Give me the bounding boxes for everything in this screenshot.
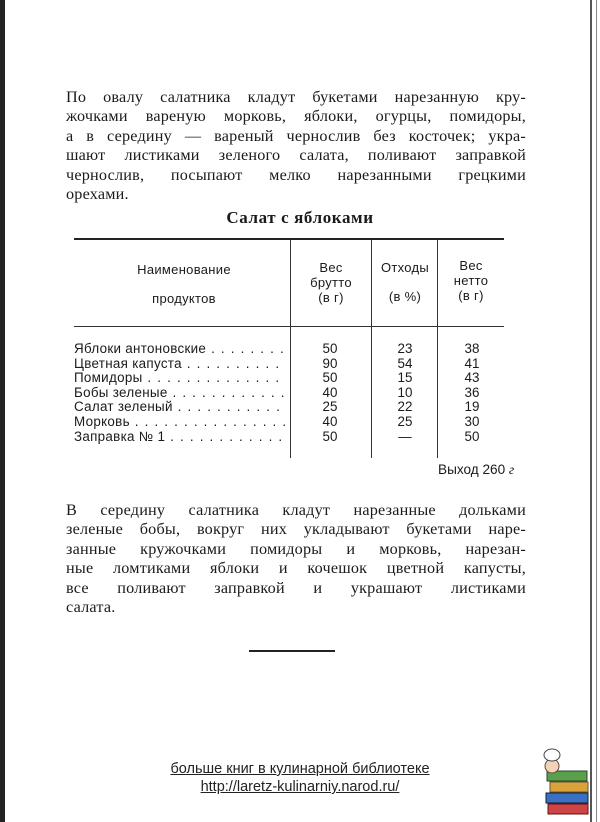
product-name: Бобы зеленые . . . [74, 386, 286, 401]
waste-percent: 23 [397, 341, 413, 356]
gross-weight: 90 [322, 355, 338, 371]
waste-percent: — [398, 428, 412, 444]
net-weight: 43 [464, 370, 480, 386]
net-weight: 36 [464, 384, 480, 400]
text-line: жочками вареную морковь, яблоки, огурцы, помидоры, [66, 107, 526, 126]
net-weight: 30 [464, 413, 480, 429]
header-name [94, 262, 274, 306]
net-weight: 41 [464, 355, 480, 371]
header-waste [372, 260, 438, 304]
gross-weight: 50 [322, 341, 338, 356]
intro-paragraph [66, 88, 526, 204]
waste-percent: 54 [397, 355, 413, 371]
table-row [74, 371, 504, 386]
yield-label: Выход 260 [438, 462, 506, 477]
header-text: брутто [310, 275, 352, 290]
product-name: Салат зеленый . . . [74, 400, 286, 415]
net-weight: 38 [464, 341, 480, 356]
text-line: По овалу салатника кладут букетами нарезанную кру- [66, 88, 526, 106]
page-edge [596, 0, 597, 822]
product-name: Яблоки антоновские . . . [74, 342, 286, 357]
net-weight: 19 [464, 399, 480, 415]
waste-percent: 10 [397, 384, 413, 400]
table-row [74, 415, 504, 430]
recipe-title: Салат с яблоками [226, 208, 374, 227]
text-line: В середину салатника кладут нарезанные дольками [66, 501, 526, 519]
header-text: Отходы [380, 260, 430, 275]
header-text: Вес [459, 258, 483, 273]
waste-percent: 15 [397, 370, 413, 386]
gross-weight: 40 [322, 413, 338, 429]
product-name: Морковь . . . [74, 415, 286, 430]
text-line: занные кружочками помидоры и морковь, нарезан- [66, 539, 526, 558]
table-row [74, 400, 504, 415]
ingredients-table [74, 238, 504, 462]
header-text: продуктов [152, 291, 216, 306]
table-row [74, 430, 504, 445]
table-top-rule [74, 238, 504, 240]
library-link-text[interactable]: больше книг в кулинарной библиотеке [170, 761, 430, 777]
header-text: Вес [319, 260, 343, 275]
table-row [74, 386, 504, 401]
yield-total [438, 462, 514, 478]
header-text: нетто [453, 273, 489, 288]
text-line: орехами. [66, 185, 129, 204]
chef-with-books-icon [538, 746, 590, 816]
table-header-rule [74, 326, 504, 327]
text-line: все поливают заправкой и украшают листиками [66, 578, 526, 597]
waste-percent: 22 [397, 399, 413, 415]
header-net [438, 258, 504, 303]
waste-percent: 25 [397, 413, 413, 429]
product-name: Цветная капуста . . . [74, 357, 286, 372]
text-line: зеленые бобы, вокруг них укладывают букетами наре- [66, 520, 526, 539]
table-body [74, 342, 504, 444]
table-row [74, 342, 504, 357]
header-text: (в г) [318, 290, 344, 305]
section-divider [249, 650, 335, 652]
table-row [74, 357, 504, 372]
product-name: Помидоры . . . [74, 371, 286, 386]
header-text: (в г) [458, 288, 484, 303]
net-weight: 50 [464, 428, 480, 444]
gross-weight: 25 [322, 399, 338, 415]
header-text: (в %) [388, 289, 422, 304]
text-line: чернослив, посыпают мелко нарезанными грецкими [66, 165, 526, 184]
header-gross [291, 260, 371, 305]
header-text: Наименование [137, 262, 231, 277]
text-line: ные ломтиками яблоки и кочешок цветной капусты, [66, 559, 526, 578]
yield-unit: г [508, 462, 515, 477]
text-line: шают листиками зеленого салата, поливают заправкой [66, 146, 526, 165]
product-name: Заправка № 1 . . . [74, 430, 286, 445]
gross-weight: 50 [322, 370, 338, 386]
text-line: а в середину — вареный чернослив без косточек; укра- [66, 126, 526, 145]
text-line: салата. [66, 598, 116, 617]
gross-weight: 40 [322, 384, 338, 400]
page-edge [0, 0, 5, 822]
instructions-paragraph [66, 501, 526, 617]
library-url-link[interactable]: http://laretz-kulinarniy.narod.ru/ [200, 779, 400, 795]
gross-weight: 50 [322, 428, 338, 444]
page-edge [590, 0, 592, 822]
